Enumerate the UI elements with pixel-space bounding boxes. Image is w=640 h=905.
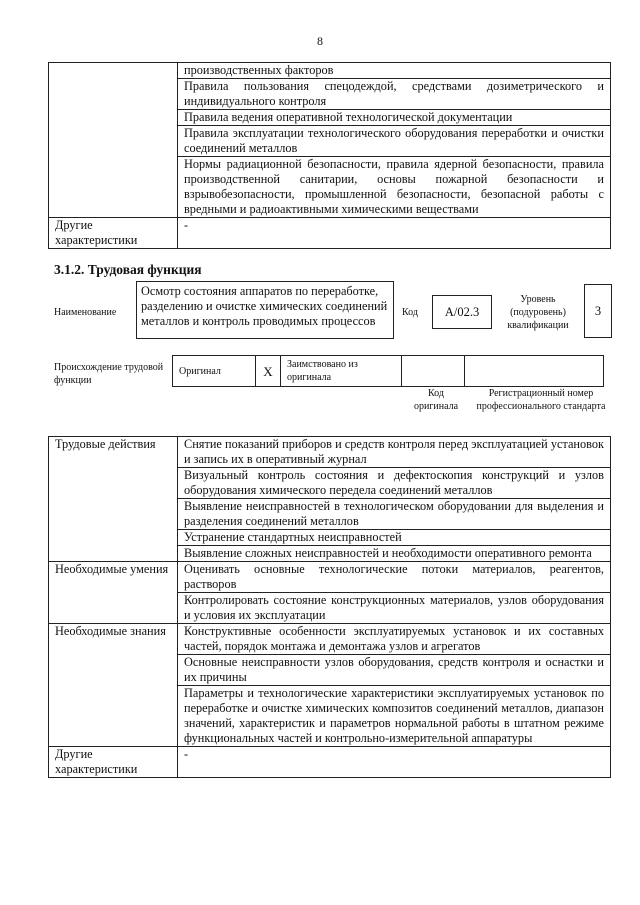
knowledge-item: Основные неисправности узлов оборудования, средств контроля и оснастки и их причины: [178, 655, 611, 686]
section-title: 3.1.2. Трудовая функция: [54, 262, 202, 277]
code-label: Код: [402, 307, 418, 318]
level-box: 3: [584, 284, 612, 338]
function-name-box: Осмотр состояния аппаратов по переработке, разделению и очистке химических соединений металлов и контроль проводимых процессов: [136, 281, 394, 339]
table-row: [49, 218, 611, 249]
other-item: -: [178, 747, 611, 778]
group-label-other: Другие характеристики: [49, 747, 178, 778]
label-cell: [49, 63, 178, 218]
top-knowledge-table: [48, 62, 611, 249]
origin-label: Происхождение трудовой функции: [54, 362, 164, 386]
knowledge-item: Правила эксплуатации технологического оборудования переработки и очистки соединений металлов: [178, 126, 611, 157]
function-code-box: А/02.3: [432, 295, 492, 329]
main-function-table: [48, 436, 611, 778]
knowledge-item: Параметры и технологические характеристики эксплуатируемых установок по переработке и очистке химических композитов соединений металлов, диапазон значений, характеристик и параметров нормальной работы в штатном режиме функциональных частей и контрольно-измерительной аппаратуры: [178, 686, 611, 747]
action-item: Устранение стандартных неисправностей: [178, 530, 611, 546]
code-original-caption: Код оригинала: [413, 388, 459, 412]
reg-number-caption: Регистрационный номер профессионального стандарта: [476, 388, 606, 412]
group-label-actions: Трудовые действия: [49, 437, 178, 562]
table-row: [49, 63, 611, 79]
name-label: Наименование: [54, 307, 117, 318]
other-characteristics-value: -: [178, 218, 611, 249]
table-row: [49, 437, 611, 468]
table-row: [49, 747, 611, 778]
origin-table: [172, 355, 604, 387]
knowledge-item: Конструктивные особенности эксплуатируемых установок и их составных частей, порядок монтажа и демонтажа узлов и агрегатов: [178, 624, 611, 655]
table-row: [49, 624, 611, 655]
skill-item: Контролировать состояние конструкционных материалов, узлов оборудования и условия их эксплуатации: [178, 593, 611, 624]
original-label: Оригинал: [173, 356, 256, 387]
knowledge-item: производственных факторов: [178, 63, 611, 79]
table-row: [49, 562, 611, 593]
table-row: [173, 356, 604, 387]
level-label: Уровень (подуровень) квалификации: [507, 294, 569, 331]
skill-item: Оценивать основные технологические потоки материалов, реагентов, растворов: [178, 562, 611, 593]
action-item: Выявление неисправностей в технологическом оборудовании для выделения и разделения соединений металлов: [178, 499, 611, 530]
knowledge-item: Правила пользования спецодеждой, средствами дозиметрического и индивидуального контроля: [178, 79, 611, 110]
code-original-cell: [402, 356, 465, 387]
action-item: Снятие показаний приборов и средств контроля перед эксплуатацией установок и запись их в оперативный журнал: [178, 437, 611, 468]
page-number: 8: [317, 34, 323, 48]
other-characteristics-label: Другие характеристики: [49, 218, 178, 249]
reg-number-cell: [465, 356, 604, 387]
original-mark: X: [256, 356, 281, 387]
borrowed-label: Заимствовано из оригинала: [281, 356, 402, 387]
action-item: Выявление сложных неисправностей и необходимости оперативного ремонта: [178, 546, 611, 562]
knowledge-item: Нормы радиационной безопасности, правила ядерной безопасности, правила производственной санитарии, основы пожарной безопасности и взрывобезопасности, промышленной безопасности, безопасной работы с вредными и радиоактивными химическими веществами: [178, 157, 611, 218]
action-item: Визуальный контроль состояния и дефектоскопия конструкций и узлов оборудования химического передела соединений металлов: [178, 468, 611, 499]
knowledge-item: Правила ведения оперативной технологической документации: [178, 110, 611, 126]
group-label-skills: Необходимые умения: [49, 562, 178, 624]
group-label-knowledge: Необходимые знания: [49, 624, 178, 747]
